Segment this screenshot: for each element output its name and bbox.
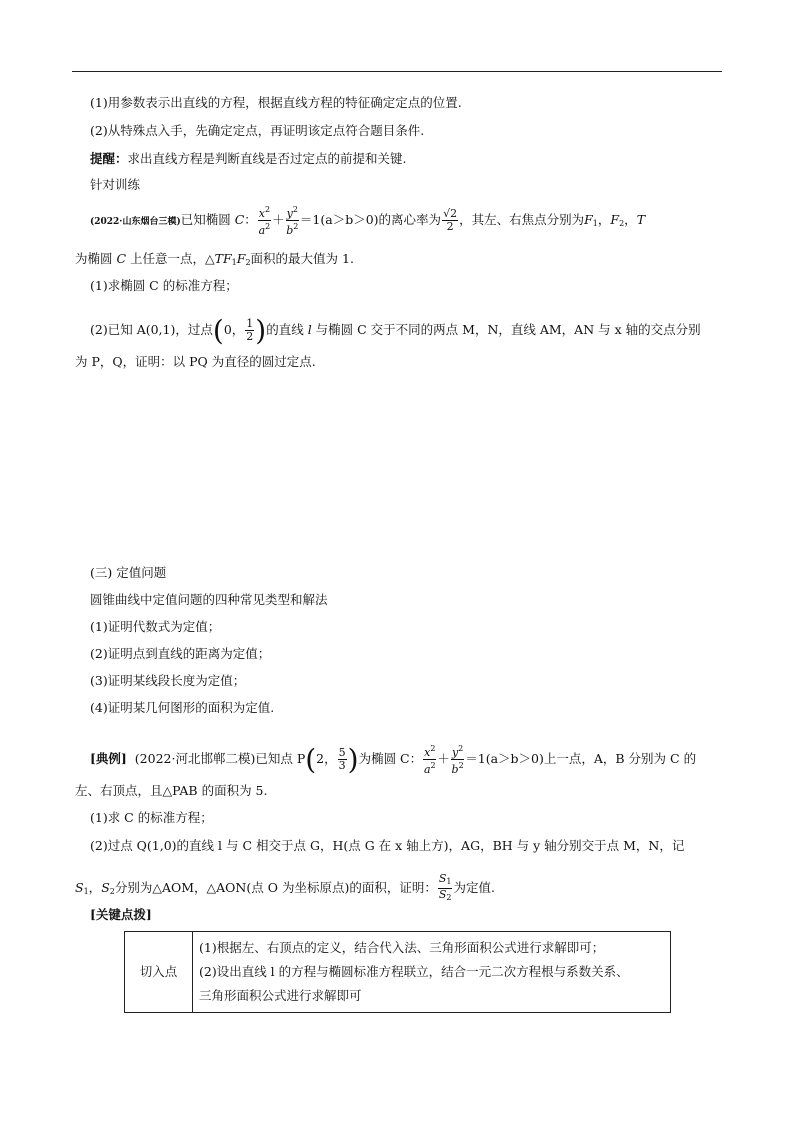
section-type-1: (1)证明代数式为定值； [90, 619, 221, 634]
eccentricity: $\frac{√2}{2}$ [443, 207, 458, 233]
row-label: 切入点 [125, 932, 193, 1013]
practice-q1: (1)求椭圆 C 的标准方程； [90, 278, 238, 293]
key-line-3: 三角形面积公式进行求解即可 [199, 988, 362, 1003]
five-thirds: $\frac{5}{3}$ [338, 746, 346, 772]
tip [90, 150, 407, 168]
practice-q2-line2: 为 P，Q，证明：以 PQ 为直径的圆过定点. [75, 354, 316, 369]
key-points-table [124, 931, 671, 1013]
example-q2-line1: (2)过点 Q(1,0)的直线 l 与 C 相交于点 G，H(点 G 在 x 轴上方)，AG，BH 与 y 轴分别交于点 M，N，记 [90, 838, 685, 853]
header-rule [72, 71, 722, 72]
ellipse-x-term: $\frac{x^2}{a^2}$ [258, 205, 271, 237]
practice-line-2: 为椭圆 C 上任意一点，$\triangle TF_1F_2$面积的最大值为 1. [75, 251, 354, 267]
tip-label: 提醒： [90, 151, 128, 166]
method-note-1: (1)用参数表示出直线的方程，根据直线方程的特征确定定点的位置. [90, 95, 462, 110]
example-label: [典例] [90, 751, 127, 766]
key-line-2: (2)设出直线 l 的方程与椭圆标准方程联立，结合一元二次方程根与系数关系、 [199, 964, 629, 979]
ellipse-y-term: $\frac{y^2}{b^2}$ [286, 205, 299, 237]
table-row [125, 932, 671, 1013]
row-content [193, 932, 671, 1013]
example-line-2: 左、右顶点，且△PAB 的面积为 5. [75, 783, 268, 798]
key-line-1: (1)根据左、右顶点的定义，结合代入法、三角形面积公式进行求解即可； [199, 940, 605, 955]
key-points-heading: [关键点拨] [90, 907, 152, 922]
example-q1: (1)求 C 的标准方程； [90, 810, 213, 825]
example-line-1: [典例] (2022·河北邯郸二模)已知点 P(2， $\frac{5}{3}$ )为椭圆 C： $\frac{x^2}{a^2}$ ＋ $\frac{y^2}{b^2}$ ＝1(a＞b＞0)上一点，A，B 分别为 C 的 [90, 742, 697, 776]
half-fraction: $\frac{1}{2}$ [246, 317, 254, 343]
practice-line-1: (2022·山东烟台三模)已知椭圆 C： $\frac{x^2}{a^2}$ ＋ $\frac{y^2}{b^2}$ ＝1(a＞b＞0)的离心率为 $\frac{√2}{2}$ ，其左、右焦点分别为$F_1$，$F_2$，T [90, 205, 646, 237]
practice-source: (2022·山东烟台三模) [90, 217, 181, 227]
method-note-2: (2)从特殊点入手，先确定定点，再证明该定点符合题目条件. [90, 123, 425, 138]
example-source: (2022·河北邯郸二模) [134, 751, 256, 766]
section-type-4: (4)证明某几何图形的面积为定值. [90, 700, 275, 715]
section-intro: 圆锥曲线中定值问题的四种常见类型和解法 [90, 592, 328, 607]
practice-heading: 针对训练 [90, 177, 141, 192]
section-heading: (三) 定值问题 [90, 565, 167, 580]
section-type-3: (3)证明某线段长度为定值； [90, 673, 246, 688]
practice-q2: (2)已知 A(0,1)，过点(0， $\frac{1}{2}$ )的直线 l 与椭圆 C 交于不同的两点 M，N，直线 AM，AN 与 x 轴的交点分别 [90, 313, 701, 347]
area-ratio: $\frac{S_1}{S_2}$ [438, 872, 452, 902]
section-type-2: (2)证明点到直线的距离为定值； [90, 646, 271, 661]
example-q2-line2: $S_1$，$S_2$分别为△AOM，△AON(点 O 为坐标原点)的面积，证明： $\frac{S_1}{S_2}$ 为定值. [75, 872, 495, 902]
tip-text: 求出直线方程是判断直线是否过定点的前提和关键. [127, 151, 407, 166]
